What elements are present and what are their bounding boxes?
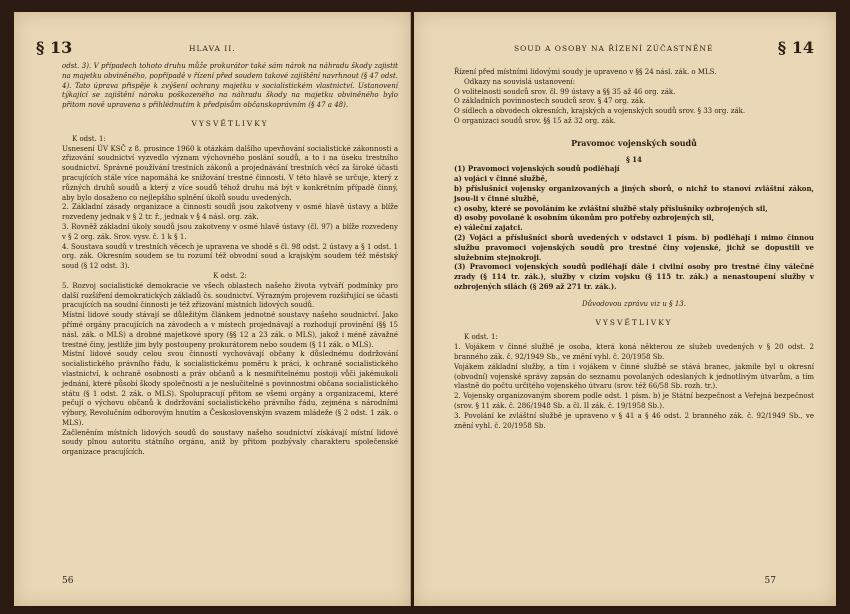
subheading: K odst. 1: [464,333,498,342]
paragraph: 3. Rovněž základní úkoly soudů jsou zakotveny v osmé hlavě ústavy (čl. 97) a blíže rozvedeny v § 2 org. zák. Srov. vysv. č. 1 k § 1. [62,222,398,241]
statute-item: d) osoby povolané k osobním úkonům pro potřeby ozbrojených sil, [454,213,715,223]
paragraph: Usnesení ÚV KSČ z 8. prosince 1960 k otázkám dalšího upevňování socialistické zákonnosti a zřizování soudnictví vyzvedlo význam výchovného poslání soudů, a to i na úseku trestního soudnictví. Správné používání trestních zákonů a projednávání trestních věcí za široké účasti pracujících stále více napomáhá ke snižování trestné činnosti. V této hlavě se určuje, který z různých druhů soudů a který z více soudů téhož druhu má být v konkrétním případě činný, aby bylo dosaženo co nejlepšího splnění úkolů soudu uvedených. [62,144,398,202]
statute-item: e) váleční zajatci. [454,223,523,233]
page-number: 56 [62,576,74,586]
paragraph: 2. Základní zásady organizace a činnosti soudů jsou zakotveny v osmé hlavě ústavy a blíže rozvedeny jednak v § 2 tr. ř., jednak v § 4 násl. org. zák. [62,203,398,222]
section-number: § 14 [777,38,814,57]
statute-text: (3) Pravomoci vojenských soudů podléhají dále i civilní osoby pro trestné činy válečné zrady (§ 114 tr. zák.), služby v cizím vojsku (§ 115 tr. zák.) a nenastoupení služby v ozbrojených silách (§ 269 až 271 tr. zák.). [454,262,814,291]
paragraph: Řízení před místními lidovými soudy je upraveno v §§ 24 násl. zák. o MLS. [454,68,717,76]
explanations-heading: VYSVĚTLIVKY [595,317,673,327]
statute-text: (2) Vojáci a příslušníci sborů uvedených v odstavci 1 písm. b) podléhají i mimo činnou službu pravomoci vojenských soudů pro trestné činy vojenské, jichž se dopustili ve služebním stejnokroji. [454,232,814,262]
running-head: SOUD A OSOBY NA ŘÍZENÍ ZÚČASTNĚNÉ [514,44,714,53]
section-number: § 13 [36,38,73,57]
statute-text: (1) Pravomoci vojenských soudů podléhají [454,164,620,174]
right-body [454,68,814,431]
paragraph: Místní lidové soudy stávají se důležitým článkem jednotné soustavy našeho soudnictví. Jako přímé orgány pracujících na závodech a v místech projednávají a rozhodují provinění (§§ 15 násl. zák. o MLS) a drobné majetkové spory (§§ 12 a 23 zák. o MLS), jakož i méně závažné trestné činy, jestliže jim byly postoupeny prokurátorem nebo soudem (§ 11 zák. o MLS). [62,311,398,349]
subheading: K odst. 2: [213,271,247,280]
paragraph-sign: § 14 [626,154,642,164]
paragraph: 3. Povolání ke zvláštní službě je upraveno v § 41 a § 46 odst. 2 branného zák. č. 92/1949 Sb., ve znění vyhl. č. 20/1958 Sb. [454,411,814,430]
section-title: Pravomoc vojenských soudů [571,137,697,148]
paragraph: Začleněním místních lidových soudů do soustavy našeho soudnictví získávají místní lidové soudy plnou autoritu státního orgánu, aniž by přitom pozbývaly charakteru společenské organizace pracujících. [62,428,398,457]
paragraph: 1. Vojákem v činné službě je osoba, která koná některou ze služeb uvedených v § 20 odst. 2 branného zák. č. 92/1949 Sb., ve znění vyhl. č. 20/1958 Sb. [454,343,814,361]
paragraph: Místní lidové soudy celou svou činností vychovávají občany k důslednému dodržování socialistického právního řádu, k socialistickému poměru k práci, k ochraně socialistického vlastnictví, k ochraně osobnosti a práv občanů a k nesmiřitelnému postoji vůči jakémukoli jednání, které působí škody společnosti a je neslučitelné s povinnostmi občana socialistického státu (§ 1 odst. 2 zák. o MLS). Spolupracují přitom se všemi orgány a organizacemi, které pečují o výchovu občanů k dodržování socialistického právního řádu, zejména s národními výbory, Revolučním odborovým hnutím a Československým svazem mládeže (§ 2 odst. 1 zák. o MLS). [62,350,398,427]
reference-item: O základních povinnostech soudců srov. § 47 org. zák. [454,97,646,106]
left-page [14,12,411,606]
explanations-heading: VYSVĚTLIVKY [191,118,269,128]
left-body [62,62,398,458]
paragraph: 4. Soustava soudů v trestních věcech je upravena ve shodě s čl. 98 odst. 2 ústavy a § 1 odst. 1 org. zák. Okresním soudem se tu rozumí též obvodní soud a krajským soudem též městský soud (§ 12 odst. 3). [62,242,398,271]
paragraph: Odkazy na souvislá ustanovení: [464,77,576,86]
right-page [414,12,836,606]
statute-item: a) vojáci v činné službě, [454,174,548,184]
intro-text: odst. 3). V případech tohoto druhu může prokurátor také sám nárok na náhradu škody zajistit na majetku obviněného, popřípadě v řízení před soudem takové zajištění navrhnout (§ 47 odst. 4). Tato úprava přispěje k zvýšení ochrany majetku v socialistickém vlastnictví. Ustanovení týkající se zajištění nároku poškozeného na náhradu škody na majetku obviněného bylo přitom nově upravena s přihlédnutím k předpisům občanskoprávním (§ 47 a 48). [62,62,398,110]
reference-item: O sídlech a obvodech okresních, krajských a vojenských soudů srov. § 33 org. zák. [454,107,746,116]
paragraph: Vojákem základní služby, a tím i vojákem v činné službě se stává branec, jakmile byl u okresní (obvodní) vojenské správy zapsán do seznamu povolaných odeslaných k jednotlivým útvarům, a tím vlastně do počtu určitého vojenského útvaru (srov. též 66/58 Sb. rozh. tr.). [454,362,814,391]
reference-note: Důvodovou zprávu viz u § 13. [582,299,686,308]
statute-item: c) osoby, které se povoláním ke zvláštní službě staly příslušníky ozbrojených sil, [454,203,768,213]
page-number: 57 [764,576,776,586]
statute-item: b) příslušníci vojensky organizovaných a jiných sborů, o nichž to stanoví zvláštní zákon, jsou-li v činné službě, [454,183,814,203]
running-head: HLAVA II. [189,44,236,53]
reference-item: O organizaci soudů srov. §§ 15 až 32 org. zák. [454,116,616,125]
reference-item: O volitelnosti soudců srov. čl. 99 ústavy a §§ 35 až 46 org. zák. [454,87,676,96]
paragraph: 2. Vojensky organizovaným sborem podle odst. 1 písm. b) je Státní bezpečnost a Veřejná bezpečnost (srov. § 11 zák. č. 286/1948 Sb. a čl. II zák. č. 19/1958 Sb.). [454,392,814,410]
subheading: K odst. 1: [72,134,106,143]
paragraph: 5. Rozvoj socialistické demokracie ve všech oblastech našeho života vytváří podmínky pro další rozšíření demokratických základů čs. soudnictví. Výrazným projevem rozšiřující se účasti pracujících na soudní činnosti je též zřizování místních lidových soudů. [62,281,398,310]
